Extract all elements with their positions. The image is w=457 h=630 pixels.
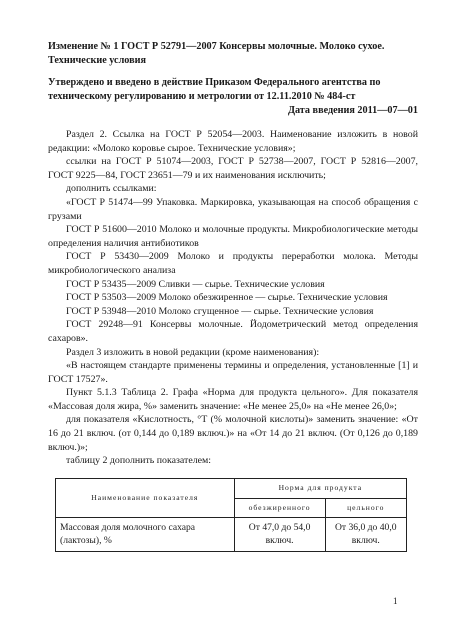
indicator-cell: Массовая доля молочного сахара (лактозы), % (56, 518, 235, 552)
document-body (48, 128, 418, 468)
paragraph: «ГОСТ Р 51474—99 Упаковка. Маркировка, указывающая на способ обращения с грузами (48, 196, 418, 222)
page-number: 1 (393, 596, 398, 606)
paragraph: дополнить ссылками: (66, 183, 157, 195)
amendment-title: Изменение № 1 ГОСТ Р 52791—2007 Консервы молочные. Молоко сухое. Технические условия (48, 41, 385, 66)
norm-header: Норма для продукта (234, 479, 406, 499)
whole-cell: От 36,0 до 40,0 включ. (325, 518, 406, 552)
paragraph: Пункт 5.1.3 Таблица 2. Графа «Норма для продукта цельного». Для показателя «Массовая доля жира, %» заменить значение: «Не менее 25,0» на «Не менее 26,0»; (48, 387, 418, 412)
paragraph: ГОСТ Р 53948—2010 Молоко сгущенное — сырье. Технические условия (66, 305, 374, 317)
skim-header: обезжиренного (234, 498, 325, 518)
indicator-header: Наименование показателя (56, 479, 235, 518)
paragraph: Раздел 3 изложить в новой редакции (кроме наименования): (66, 346, 320, 358)
paragraph: таблицу 2 дополнить показателем: (66, 455, 212, 467)
whole-header: цельного (325, 498, 406, 518)
skim-cell: От 47,0 до 54,0 включ. (234, 518, 325, 552)
paragraph: «В настоящем стандарте применены термины и определения, установленные [1] и ГОСТ 17527». (48, 360, 418, 385)
paragraph: ГОСТ 29248—91 Консервы молочные. Йодометрический метод определения сахаров». (48, 319, 418, 344)
paragraph: Раздел 2. Ссылка на ГОСТ Р 52054—2003. Наименование изложить в новой редакции: «Молоко коровье сырое. Технические условия»; (48, 129, 418, 154)
paragraph: ГОСТ Р 51600—2010 Молоко и молочные продукты. Микробиологические методы определения наличия антибиотиков (48, 224, 418, 249)
approval-note: Утверждено и введено в действие Приказом Федерального агентства по техническому регулированию и метрологии от 12.11.2010 № 484-ст (48, 77, 381, 102)
indicator-table (55, 478, 407, 552)
paragraph: для показателя «Кислотность, °Т (% молочной кислоты)» заменить значение: «От 16 до 21 включ. (от 0,144 до 0,189 включ.)» на «От 14 до 21 включ. (От 0,126 до 0,189 включ.)»; (48, 414, 418, 453)
table-row (56, 518, 407, 552)
paragraph: ГОСТ Р 53503—2009 Молоко обезжиренное — сырье. Технические условия (66, 292, 388, 304)
effective-date: Дата введения 2011—07—01 (287, 105, 418, 116)
paragraph: ГОСТ Р 53430—2009 Молоко и продукты переработки молока. Методы микробиологического анализа (48, 251, 418, 276)
paragraph: ссылки на ГОСТ Р 51074—2003, ГОСТ Р 52738—2007, ГОСТ Р 52816—2007, ГОСТ 9225—84, ГОСТ 23651—79 и их наименования исключить; (48, 156, 418, 181)
paragraph: ГОСТ Р 53435—2009 Сливки — сырье. Технические условия (66, 278, 325, 290)
